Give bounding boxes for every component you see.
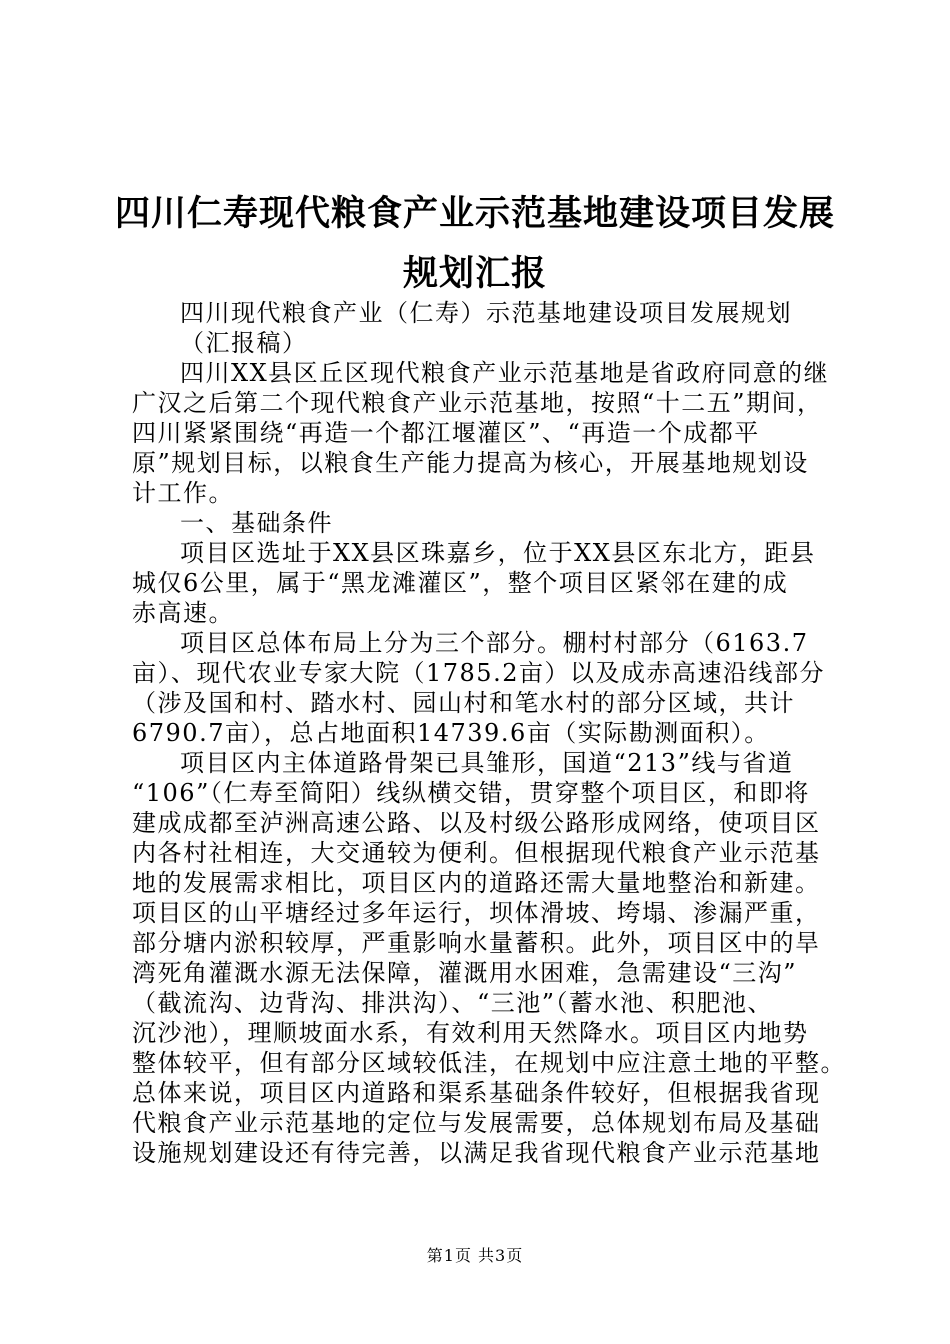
- text-line: 城仅6公里，属于“黑龙滩灌区”，整个项目区紧邻在建的成: [132, 569, 789, 597]
- text-line: 湾死角灌溉水源无法保障，灌溉用水困难，急需建设“三沟”: [132, 959, 798, 987]
- text-line: 建成成都至泸洲高速公路、以及村级公路形成网络，使项目区: [132, 809, 821, 837]
- text-line: 沉沙池），理顺坡面水系，有效利用天然降水。项目区内地势: [132, 1019, 809, 1047]
- text-line: “106”（仁寿至简阳）线纵横交错，贯穿整个项目区，和即将: [132, 779, 810, 807]
- text-line: （截流沟、边背沟、排洪沟）、“三池”（蓄水池、积肥池、: [132, 989, 774, 1017]
- section-heading: 一、基础条件: [180, 509, 333, 537]
- text-line: 项目区选址于XX县区珠嘉乡，位于XX县区东北方，距县: [180, 539, 816, 567]
- text-line: 四川紧紧围绕“再造一个都江堰灌区”、“再造一个成都平: [132, 419, 760, 447]
- document-title-line-1: 四川仁寿现代粮食产业示范基地建设项目发展: [114, 194, 835, 234]
- text-line: 四川XX县区丘区现代粮食产业示范基地是省政府同意的继: [180, 359, 830, 387]
- text-line: 计工作。: [132, 479, 234, 507]
- text-line: 原”规划目标，以粮食生产能力提高为核心，开展基地规划设: [132, 449, 809, 477]
- text-line: 赤高速。: [132, 599, 234, 627]
- text-line: 四川现代粮食产业（仁寿）示范基地建设项目发展规划: [180, 299, 792, 327]
- page-number-footer: 第1页 共3页: [426, 1246, 524, 1265]
- text-line: 亩）、现代农业专家大院（1785.2亩）以及成赤高速沿线部分: [132, 659, 825, 687]
- text-line: 6790.7亩），总占地面积14739.6亩（实际勘测面积）。: [132, 719, 770, 747]
- document-title-line-2: 规划汇报: [402, 254, 547, 294]
- text-line: 项目区的山平塘经过多年运行，坝体滑坡、垮塌、渗漏严重，: [132, 899, 821, 927]
- text-line: 部分塘内淤积较厚，严重影响水量蓄积。此外，项目区中的旱: [132, 929, 821, 957]
- text-line: 整体较平，但有部分区域较低洼，在规划中应注意土地的平整。: [132, 1049, 846, 1077]
- text-line: （涉及国和村、踏水村、园山村和笔水村的部分区域，共计: [132, 689, 795, 717]
- text-line: 项目区内主体道路骨架已具雏形，国道“213”线与省道: [180, 749, 794, 777]
- text-line: 广汉之后第二个现代粮食产业示范基地，按照“十二五”期间，: [132, 389, 823, 417]
- text-line: （汇报稿）: [180, 329, 308, 357]
- text-line: 总体来说，项目区内道路和渠系基础条件较好，但根据我省现: [132, 1079, 821, 1107]
- text-line: 地的发展需求相比，项目区内的道路还需大量地整治和新建。: [132, 869, 821, 897]
- text-line: 项目区总体布局上分为三个部分。棚村村部分（6163.7: [180, 629, 809, 657]
- text-line: 设施规划建设还有待完善，以满足我省现代粮食产业示范基地: [132, 1139, 821, 1167]
- text-line: 内各村社相连，大交通较为便利。但根据现代粮食产业示范基: [132, 839, 821, 867]
- text-line: 代粮食产业示范基地的定位与发展需要，总体规划布局及基础: [132, 1109, 821, 1137]
